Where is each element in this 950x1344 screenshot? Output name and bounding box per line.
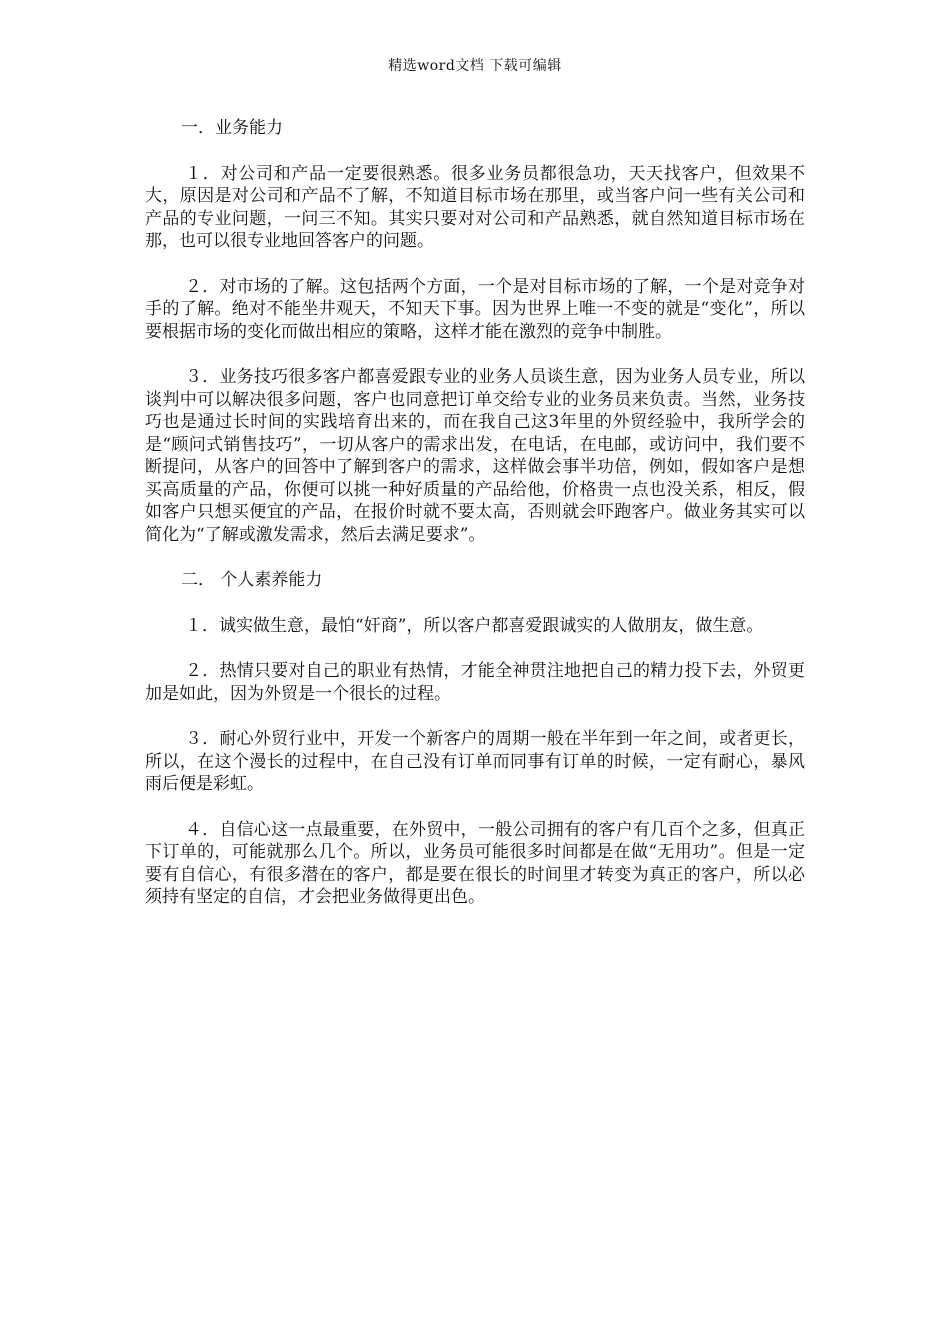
paragraph-honesty: １．诚实做生意，最怕“奸商”，所以客户都喜爱跟诚实的人做朋友，做生意。 (185, 615, 764, 636)
page-header: 精选word文档 下载可编辑 (388, 58, 562, 74)
paragraph-market-knowledge: ２．对市场的了解。这包括两个方面，一个是对目标市场的了解，一个是对竞争对手的了解。绝对不能坐井观天，不知天下事。因为世界上唯一不变的就是“变化”，所以要根据市场的变化而做出相应的策略，这样才能在激烈的竞争中制胜。 (145, 276, 805, 342)
document-body (145, 117, 805, 932)
paragraph-patience: ３．耐心外贸行业中，开发一个新客户的周期一般在半年到一年之间，或者更长，所以，在这个漫长的过程中，在自己没有订单而同事有订单的时候，一定有耐心，暴风雨后便是彩虹。 (145, 729, 805, 794)
section-heading-personal-quality: 二． 个人素养能力 (181, 570, 323, 590)
paragraph-company-product: １．对公司和产品一定要很熟悉。很多业务员都很急功，天天找客户，但效果不大，原因是对公司和产品不了解，不知道目标市场在那里，或当客户问一些有关公司和产品的专业问题，一问三不知。其实只要对对公司和产品熟悉，就自然知道目标市场在那，也可以很专业地回答客户的问题。 (145, 163, 805, 251)
paragraph-business-skills: ３．业务技巧很多客户都喜爱跟专业的业务人员谈生意，因为业务人员专业，所以谈判中可以解决很多问题，客户也同意把订单交给专业的业务员来负责。当然，业务技巧也是通过长时间的实践培育出来的，而在我自己这3年里的外贸经验中，我所学会的是“顾问式销售技巧”，一切从客户的需求出发，在电话，在电邮，或访问中，我们要不断提问，从客户的回答中了解到客户的需求，这样做会事半功倍，例如，假如客户是想买高质量的产品，你便可以挑一种好质量的产品给他，价格贵一点也没关系，相反，假如客户只想买便宜的产品，在报价时就不要太高，否则就会吓跑客户。做业务其实可以简化为“了解或激发需求，然后去满足要求”。 (145, 367, 805, 545)
paragraph-confidence: ４．自信心这一点最重要，在外贸中，一般公司拥有的客户有几百个之多，但真正下订单的，可能就那么几个。所以，业务员可能很多时间都是在做“无用功”。但是一定要有自信心，有很多潜在的客户，都是要在很长的时间里才转变为真正的客户，所以必须持有坚定的自信，才会把业务做得更出色。 (145, 819, 805, 907)
section-heading-business-ability: 一．业务能力 (181, 118, 283, 138)
paragraph-enthusiasm: ２．热情只要对自己的职业有热情，才能全神贯注地把自己的精力投下去，外贸更加是如此，因为外贸是一个很长的过程。 (145, 661, 805, 704)
